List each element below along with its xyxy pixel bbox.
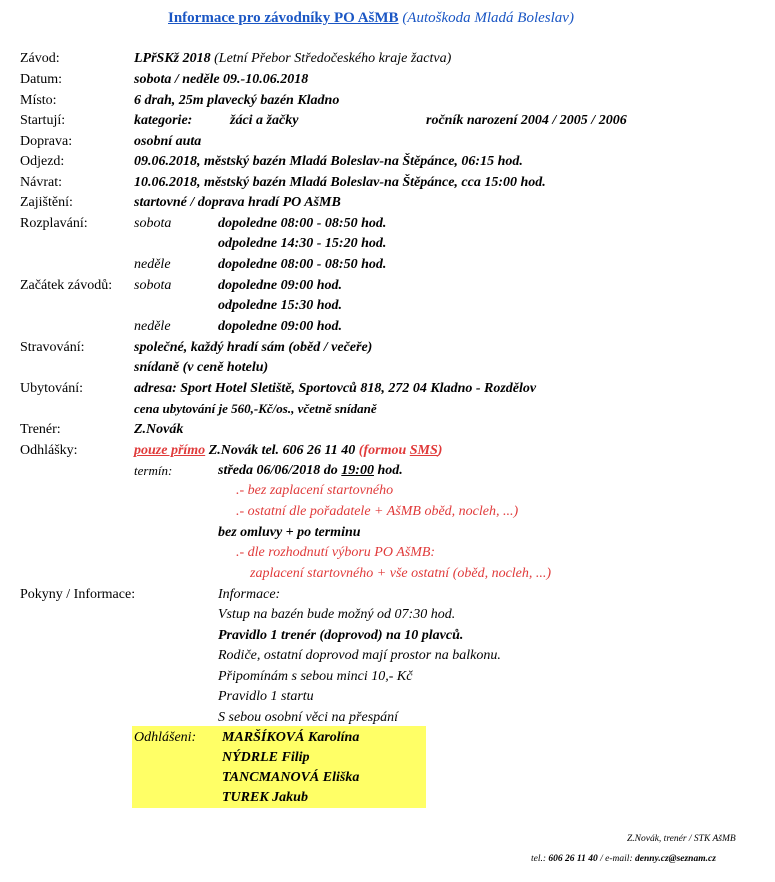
- rozplavani-day2-line1: dopoledne 08:00 - 08:50 hod.: [218, 257, 387, 272]
- ubytovani-line1: adresa: Sport Hotel Sletiště, Sportovců 818, 272 04 Kladno - Rozdělov: [134, 381, 537, 396]
- label-ubytovani: Ubytování:: [20, 381, 83, 396]
- odhlasky-formou: (formou: [358, 443, 407, 458]
- pokyny-item: Připomínám s sebou minci 10,- Kč: [218, 669, 413, 684]
- odhlaseni-name: NÝDRLE Filip: [222, 750, 310, 765]
- odhlasky-deadline-pre: středa 06/06/2018 do: [218, 463, 338, 478]
- odhlasky-close-paren: ): [437, 443, 443, 458]
- title-subtitle: (Autoškoda Mladá Boleslav): [402, 10, 574, 26]
- rozplavani-day1-line2: odpoledne 14:30 - 15:20 hod.: [218, 236, 387, 251]
- zavod-name: LPřSKž 2018: [134, 51, 211, 66]
- odhlasky-deadline-post: hod.: [377, 463, 403, 478]
- odhlasky-note2: .- ostatní dle pořadatele + AšMB oběd, nocleh, ...): [236, 504, 519, 519]
- odhlasky-late-label: bez omluvy + po terminu: [218, 525, 361, 540]
- zacatek-day1-line2: odpoledne 15:30 hod.: [218, 298, 343, 313]
- footer-signature: Z.Novák, trenér / STK AšMB: [627, 834, 736, 844]
- pokyny-item: Pravidlo 1 startu: [218, 689, 314, 704]
- footer-tel: 606 26 11 40: [548, 854, 598, 864]
- label-startuji: Startují:: [20, 113, 66, 128]
- odhlasky-sms: SMS: [409, 443, 438, 458]
- odhlasky-contact-line: [134, 441, 442, 461]
- footer-contact: [531, 852, 716, 866]
- odhlasky-termin-label: termín:: [134, 463, 173, 478]
- value-trener: Z.Novák: [134, 422, 184, 437]
- startuji-rocnik: ročník narození 2004 / 2005 / 2006: [426, 113, 627, 128]
- label-zajisteni: Zajištění:: [20, 195, 73, 210]
- startuji-kategorie: žáci a žačky: [230, 113, 299, 128]
- label-misto: Místo:: [20, 93, 57, 108]
- stravovani-line1: společné, každý hradí sám (oběd / večeře): [134, 340, 373, 355]
- zacatek-day2-line1: dopoledne 09:00 hod.: [218, 319, 343, 334]
- pokyny-item: Pravidlo 1 trenér (doprovod) na 10 plavců.: [218, 628, 464, 643]
- pokyny-item: Vstup na bazén bude možný od 07:30 hod.: [218, 607, 456, 622]
- label-pokyny: Pokyny / Informace:: [20, 587, 136, 602]
- zacatek-day1-line1: dopoledne 09:00 hod.: [218, 278, 343, 293]
- zavod-desc: (Letní Přebor Středočeského kraje žactva): [214, 51, 452, 66]
- label-navrat: Návrat:: [20, 175, 62, 190]
- footer-tel-label: tel.:: [531, 854, 547, 864]
- label-doprava: Doprava:: [20, 134, 73, 149]
- odhlaseni-label: Odhlášeni:: [134, 730, 197, 745]
- value-misto: 6 drah, 25m plavecký bazén Kladno: [134, 93, 340, 108]
- title-main: Informace pro závodníky PO AšMB: [168, 10, 399, 26]
- odhlasky-note4: zaplacení startovného + vše ostatní (oběd, nocleh, ...): [250, 566, 552, 581]
- odhlasky-contact: Z.Novák tel. 606 26 11 40: [208, 443, 356, 458]
- odhlasky-deadline-time: 19:00: [341, 463, 374, 478]
- odhlaseni-name: MARŠÍKOVÁ Karolína: [222, 730, 360, 745]
- footer-email-label: / e-mail:: [600, 854, 633, 864]
- odhlaseni-name: TUREK Jakub: [222, 790, 308, 805]
- value-navrat: 10.06.2018, městský bazén Mladá Boleslav-na Štěpánce, cca 15:00 hod.: [134, 175, 546, 190]
- odhlasky-note3: .- dle rozhodnutí výboru PO AšMB:: [236, 545, 436, 560]
- pokyny-item: Rodiče, ostatní doprovod mají prostor na balkonu.: [218, 648, 501, 663]
- odhlasky-only: pouze přímo: [134, 443, 206, 458]
- ubytovani-line2: cena ubytování je 560,-Kč/os., včetně snídaně: [134, 401, 377, 416]
- odhlaseni-name: TANCMANOVÁ Eliška: [222, 770, 360, 785]
- pokyny-item: S sebou osobní věci na přespání: [218, 710, 399, 725]
- stravovani-line2: snídaně (v ceně hotelu): [134, 360, 269, 375]
- value-zavod: [134, 49, 451, 69]
- label-odhlasky: Odhlášky:: [20, 443, 78, 458]
- label-trener: Trenér:: [20, 422, 61, 437]
- value-datum: sobota / neděle 09.-10.06.2018: [134, 72, 309, 87]
- label-zacatek: Začátek závodů:: [20, 278, 113, 293]
- value-doprava: osobní auta: [134, 134, 202, 149]
- label-zavod: Závod:: [20, 51, 60, 66]
- label-odjezd: Odjezd:: [20, 154, 65, 169]
- odhlasky-deadline: [218, 461, 403, 481]
- rozplavani-day1-line1: dopoledne 08:00 - 08:50 hod.: [218, 216, 387, 231]
- label-rozplavani: Rozplavání:: [20, 216, 88, 231]
- startuji-kategorie-label: kategorie:: [134, 113, 193, 128]
- label-stravovani: Stravování:: [20, 340, 85, 355]
- document-title: [168, 8, 574, 28]
- value-odjezd: 09.06.2018, městský bazén Mladá Boleslav-na Štěpánce, 06:15 hod.: [134, 154, 523, 169]
- pokyny-heading: Informace:: [218, 587, 281, 602]
- label-datum: Datum:: [20, 72, 62, 87]
- footer-email: denny.cz@seznam.cz: [634, 854, 716, 864]
- rozplavani-day1: sobota: [134, 216, 172, 231]
- zacatek-day2: neděle: [134, 319, 171, 334]
- value-zajisteni: startovné / doprava hradí PO AšMB: [134, 195, 341, 210]
- zacatek-day1: sobota: [134, 278, 172, 293]
- odhlasky-note1: .- bez zaplacení startovného: [236, 483, 394, 498]
- rozplavani-day2: neděle: [134, 257, 171, 272]
